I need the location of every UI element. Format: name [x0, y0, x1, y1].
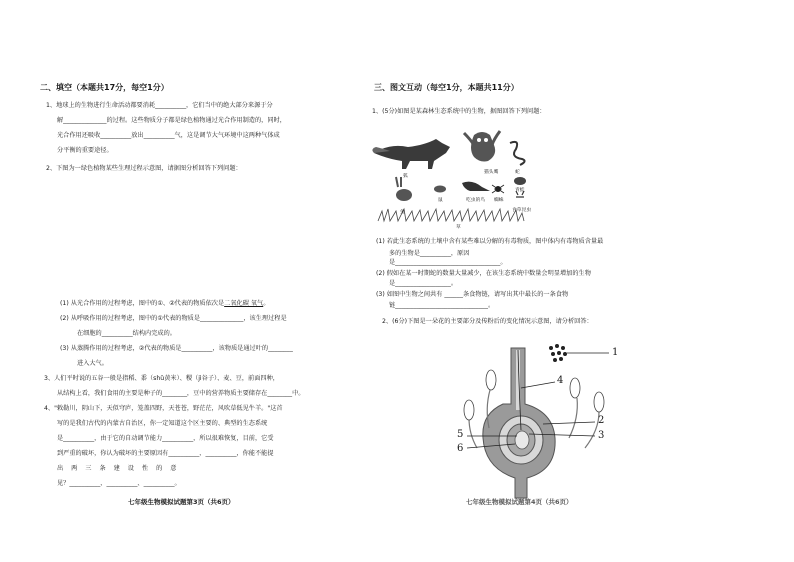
rabbit-icon	[396, 177, 412, 201]
q1-line1: 1、地球上的生物进行生命活动都要消耗__________，它们当中的绝大部分来源于分	[46, 102, 273, 109]
q1-line2: 解______________的过程。这些物质分子都是绿色植物通过光合作用制造的，同时，	[57, 117, 286, 124]
flower-label-1: 1	[612, 347, 619, 358]
r-q1-intro: 1、(5分)如图是某森林生态系统中的生物，据图回答下列问题：	[372, 108, 546, 115]
flower-label-5: 5	[457, 429, 464, 440]
right-section-title: 三、图文互动（每空1分，本题共11分）	[374, 83, 519, 92]
q1-line3: 光合作用还吸收__________放出__________气，这是调节大气环境中这两种气体成	[57, 132, 280, 139]
q3-line1: 3、人们平时说的五谷一般是指稻、黍（shǔ黄米）、稷（jì谷子）、麦、豆，前面四种，	[44, 375, 279, 382]
mouse-icon	[434, 186, 446, 193]
label-spider: 蜘蛛	[494, 198, 504, 203]
flower-diagram	[455, 338, 640, 500]
spider-icon	[492, 185, 504, 193]
r-q2-intro: 2、(6分)下图是一朵花的主要部分及传粉后的变化情况示意图，请分析回答：	[382, 318, 593, 325]
label-snake: 蛇	[515, 170, 520, 175]
r-q1-item3-line1: (3) 如图中生物之间共有 ______条食物链，请写出其中最长的一条食物	[376, 291, 569, 298]
q1-line4: 分平衡的重要途径。	[57, 147, 113, 154]
r-q1-item2-line1: (2) 假如在某一时期蛇的数量大量减少，在该生态系统中数量会明显增加的生物	[376, 270, 591, 277]
r-q1-item3-line2: 链______________________________。	[389, 302, 495, 309]
left-section-title: 二、填空（本题共17分，每空1分）	[40, 83, 169, 92]
q2-item3-line1: (3) 从蒸腾作用的过程考虑，②代表的物质是__________，该物质是通过叶的________	[60, 345, 293, 352]
q2-line1: 2、下图为一绿色植物某些生理过程示意图，请据图分析回答下列问题：	[46, 165, 242, 172]
q4-line2: 写的是我们古代的内蒙古自治区，你一定知道这个区主要的、典型的生态系统	[57, 420, 268, 427]
label-owl: 猫头鹰	[484, 170, 499, 175]
label-frog: 青蛙	[515, 188, 525, 193]
q2-item2-line2: 在细胞的__________结构内完成的。	[77, 330, 176, 337]
bird-icon	[462, 182, 490, 191]
q2-item1-answer: 二氧化碳 氧气	[224, 300, 264, 307]
q2-item2-line1: (2) 从呼吸作用的过程考虑，图中的①代表的物质是______________，该生理过程是	[60, 315, 287, 322]
q3-line2: 从结构上看，我们食用的主要是种子的________，豆中的营养物质主要储存在________中。	[57, 390, 305, 397]
q2-item1	[60, 300, 269, 307]
right-footer: 七年级生物模拟试题第4页（共6页）	[466, 498, 573, 506]
flower-label-3: 3	[598, 430, 605, 441]
q2-item3-line2: 进入大气。	[77, 360, 108, 367]
r-q1-item2-line2: 是__________________。	[389, 280, 458, 287]
r-q1-item1-line3: 是__________________________________。	[389, 259, 507, 266]
label-fox: 狐	[403, 174, 408, 179]
flower-label-4: 4	[557, 375, 564, 386]
label-grass: 草	[456, 225, 461, 230]
label-bird: 吃虫的鸟	[466, 198, 486, 203]
frog-icon	[514, 177, 526, 185]
q4-line5: 出 两 三 条 建 设 性 的 意	[57, 465, 177, 472]
flower-label-2: 2	[598, 415, 605, 426]
r-q1-item1-line2: 多的生物是__________，原因	[389, 250, 470, 257]
q2-item1-end: 。	[263, 300, 270, 307]
q2-item1-text: (1) 从光合作用的过程考虑，图中的①、②代表的物质依次是	[60, 300, 225, 307]
label-insect: 食草昆虫	[512, 208, 532, 213]
q4-line4: 到严重的破坏，你认为破坏的主要原因有__________、__________，你能不能提	[57, 450, 274, 457]
snake-icon	[510, 142, 525, 165]
food-web-illustration	[370, 125, 530, 230]
flower-label-6: 6	[457, 443, 464, 454]
q4-line3: 是__________，由于它的自动调节能力__________，所以很难恢复，目前，它受	[57, 435, 274, 442]
label-rabbit: 兔	[400, 210, 405, 215]
left-footer: 七年级生物模拟试题第3页（共6页）	[128, 498, 235, 506]
fox-icon	[372, 139, 450, 169]
label-mouse: 鼠	[438, 198, 443, 203]
owl-icon	[464, 131, 500, 162]
q4-line1: 4、"敕勒川，阴山下，天似穹庐，笼盖四野，天苍苍，野茫茫，风吹草低见牛羊。"这首	[44, 405, 283, 412]
q4-line6: 见？__________、__________、__________。	[57, 480, 181, 487]
r-q1-item1-line1: (1) 若此生态系统的土壤中含有某些难以分解的有毒物质，图中体内有毒物质含量最	[376, 238, 604, 245]
